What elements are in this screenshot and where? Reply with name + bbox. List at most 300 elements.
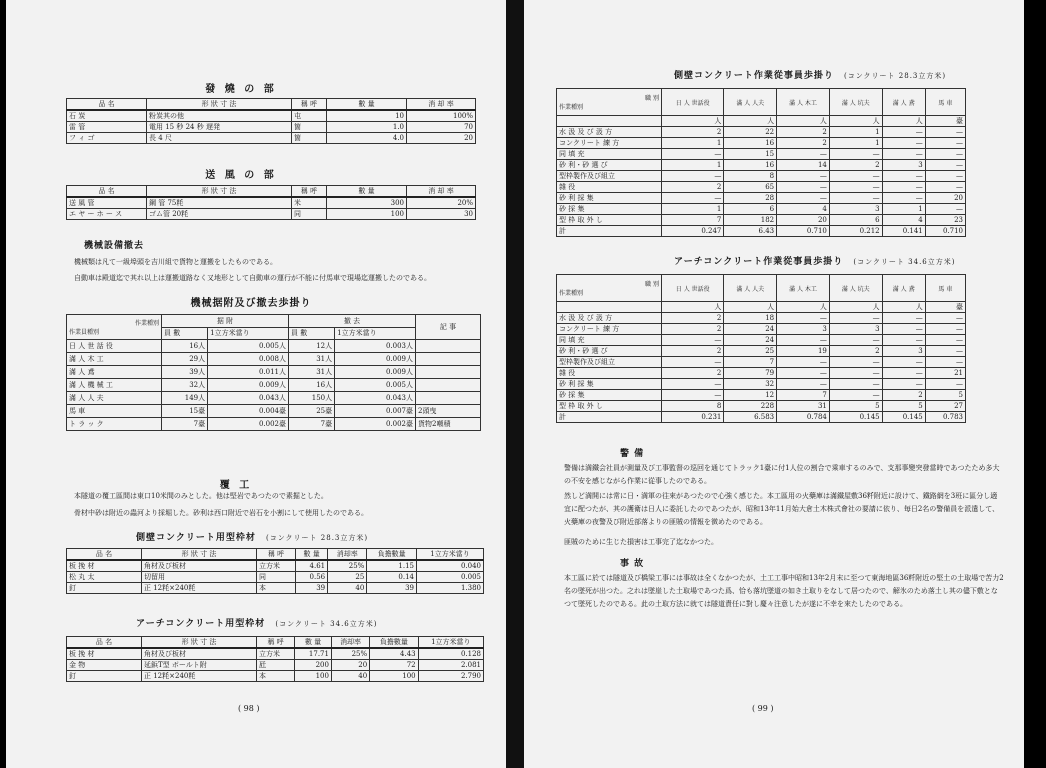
cell: 0.002臺 <box>335 418 416 431</box>
cell: 25 <box>328 572 367 583</box>
cell: 30 <box>407 209 476 220</box>
cell: 0.040 <box>417 560 484 572</box>
header-cell: 滿 人 人夫 <box>724 275 777 302</box>
cell: 20 <box>777 215 830 226</box>
table-row <box>557 116 966 127</box>
cell: — <box>829 149 882 160</box>
cell: — <box>777 335 830 346</box>
cell: — <box>662 357 724 368</box>
section-title-ventilation: 送 風 の 部 <box>205 170 277 181</box>
cell: — <box>662 390 724 401</box>
cell: 20 <box>407 133 476 144</box>
cell: 1.380 <box>417 583 484 594</box>
cell: 同 <box>257 572 296 583</box>
cell: 16 <box>724 138 777 149</box>
cell: 滿 人 人 夫 <box>67 392 162 405</box>
row-label: 砂 採 集 <box>557 390 662 401</box>
cell: 29人 <box>162 353 208 366</box>
header-cell: 形 狀 寸 法 <box>142 637 257 649</box>
cell: 5 <box>829 401 882 412</box>
header-label: 作業種別 <box>559 290 584 297</box>
cell: 正 12粍×240粍 <box>142 671 257 682</box>
row-label: 雜 役 <box>557 182 662 193</box>
row-label: 雜 役 <box>557 368 662 379</box>
machine-paragraph-1: 機械類は凡て一級埠頭を吉川組で貨物と運搬をしたものである。 <box>74 258 277 266</box>
row-label <box>557 302 662 313</box>
cell: 0.009人 <box>335 366 416 379</box>
table-row <box>67 660 484 671</box>
cell: 5 <box>882 401 925 412</box>
accident-paragraph: 本工區に於ては隧道及び橋梁工事には事故は全くなかつたが、土工工事中昭和13年2月末に至つて東海地區36粁附近の堅土の土取場で苦力2名の墜死が出つた。之れは墜崖した土取場であつた爲、恰も落坑墜道の如き土取りをなして居つたので、解氷のため落土し其の儘下敷となつて墜死したのである。此の土取方法に就ては隧道責任に對し慶々注意したが遂に不幸を來たしたのである。 <box>564 574 1004 608</box>
cell: 25臺 <box>288 405 334 418</box>
cell: 3 <box>882 160 925 171</box>
title-text: アーチコンクリート用型枠材 <box>136 619 266 629</box>
cell: — <box>925 127 965 138</box>
cell: 馬 車 <box>67 405 162 418</box>
cell: 板 挽 材 <box>67 560 142 572</box>
cell: — <box>777 379 830 390</box>
header-cell: 數 量 <box>296 549 328 561</box>
cell: 24 <box>724 324 777 335</box>
cell: 0.128 <box>418 648 483 660</box>
cell: — <box>829 182 882 193</box>
table-row <box>67 197 476 209</box>
table-row <box>557 379 966 390</box>
header-cell: 1立方米當り <box>208 327 289 340</box>
cell: 人 <box>662 116 724 127</box>
cell: 釘 <box>67 583 142 594</box>
title-text: アーチコンクリート作業從事員歩掛り <box>674 257 844 267</box>
header-cell: 消却率 <box>331 637 369 649</box>
table-row <box>557 357 966 368</box>
cell: 屯 <box>292 110 327 122</box>
cell: 0.003人 <box>335 340 416 353</box>
cell: 人 <box>829 302 882 313</box>
cell: 23 <box>925 215 965 226</box>
corner-header <box>557 275 662 302</box>
table-row <box>67 353 481 366</box>
cell: — <box>777 193 830 204</box>
header-cell: 員 數 <box>162 327 208 340</box>
header-cell: 數 量 <box>327 186 407 198</box>
cell: — <box>925 357 965 368</box>
table-row <box>557 127 966 138</box>
cell: 角材及び板材 <box>142 648 257 660</box>
arch-labor-table <box>556 274 966 423</box>
table-row <box>67 379 481 392</box>
cell: 1 <box>882 204 925 215</box>
machine-paragraph-2: 自動車は殿道迄で其れ以上は運搬道路なく又地形として自動車の運行が不能に付馬車で現場迄運搬したのである。 <box>74 274 431 282</box>
table-row <box>557 182 966 193</box>
row-label: 水 汲 及 び 汲 方 <box>557 127 662 138</box>
cell: — <box>662 149 724 160</box>
row-label: 同 填 充 <box>557 149 662 160</box>
header-cell: 形 狀 寸 法 <box>147 99 292 111</box>
table-row <box>67 560 484 572</box>
cell: フ ィ ゴ <box>67 133 147 144</box>
row-label: 型枠製作及び組立 <box>557 357 662 368</box>
header-cell: 据 附 <box>162 315 289 328</box>
cell: — <box>829 390 882 401</box>
cell: 25 <box>724 346 777 357</box>
cell: 12 <box>724 390 777 401</box>
cell: — <box>777 368 830 379</box>
cell: 8 <box>724 171 777 182</box>
table-header-row <box>67 315 481 328</box>
cell: 0.043人 <box>208 392 289 405</box>
table-row <box>557 160 966 171</box>
row-label: 砂 採 集 <box>557 204 662 215</box>
row-label: 砂 利・砂 選 び <box>557 346 662 357</box>
cell: 39 <box>296 583 328 594</box>
cell: 2 <box>662 346 724 357</box>
left-page <box>6 0 506 768</box>
table-row <box>557 368 966 379</box>
cell: 2 <box>777 127 830 138</box>
corner-header <box>557 89 662 116</box>
cell: — <box>882 171 925 182</box>
cell: 6 <box>829 215 882 226</box>
cell: 滿 人 機 械 工 <box>67 379 162 392</box>
table-row <box>67 209 476 220</box>
cell: 100 <box>327 209 407 220</box>
cell: 5 <box>925 390 965 401</box>
cell: 人 <box>777 302 830 313</box>
cell: — <box>925 160 965 171</box>
cell: 松 丸 太 <box>67 572 142 583</box>
row-label: コンクリート 練 方 <box>557 324 662 335</box>
cell: — <box>882 193 925 204</box>
header-cell: 品 名 <box>67 186 147 198</box>
row-label: 型 枠 取 外 し <box>557 401 662 412</box>
cell: 1 <box>662 160 724 171</box>
cell: 1.0 <box>327 122 407 133</box>
header-cell: 滿 人 木工 <box>777 89 830 116</box>
section-title-sidewall-formwork <box>136 530 368 543</box>
cell: 3 <box>829 324 882 335</box>
cell: 1 <box>829 138 882 149</box>
cell: 1 <box>662 204 724 215</box>
guard-heading: 警 備 <box>620 449 645 459</box>
header-cell: 滿 人 鳶 <box>882 89 925 116</box>
header-cell: 滿 人 鳶 <box>882 275 925 302</box>
machine-install-table <box>66 314 481 431</box>
row-label <box>557 116 662 127</box>
cell: 4.61 <box>296 560 328 572</box>
cell: 人 <box>662 302 724 313</box>
cell: 100 <box>370 671 418 682</box>
cell: 6.583 <box>724 412 777 423</box>
cell: 釘 <box>67 671 142 682</box>
cell: 15臺 <box>162 405 208 418</box>
section-title-sidewall-labor <box>674 68 946 81</box>
table-row <box>557 204 966 215</box>
section-title-lining: 覆 工 <box>219 480 253 491</box>
cell: 0.14 <box>367 572 417 583</box>
cell: 0.247 <box>662 226 724 237</box>
lining-paragraph-2: 骨材中砂は附近の蟲河より採堀した。砂利は西口附近で岩石を小割にして使用したのである。 <box>74 509 368 517</box>
cell: 石 炭 <box>67 110 147 122</box>
cell: 0.783 <box>925 412 965 423</box>
cell: — <box>882 127 925 138</box>
table-row <box>67 392 481 405</box>
row-label: 型 枠 取 外 し <box>557 215 662 226</box>
title-text: 側壁コンクリート用型枠材 <box>136 533 256 543</box>
cell: 72 <box>370 660 418 671</box>
cell: 2.081 <box>418 660 483 671</box>
cell: 7 <box>777 390 830 401</box>
cell: 0.141 <box>882 226 925 237</box>
cell: 2 <box>829 346 882 357</box>
cell: 22 <box>724 127 777 138</box>
cell: 4 <box>777 204 830 215</box>
header-cell: 數 量 <box>295 637 332 649</box>
cell: 0.212 <box>829 226 882 237</box>
cell: — <box>882 379 925 390</box>
cell: 20 <box>925 193 965 204</box>
header-cell: 稱 呼 <box>257 549 296 561</box>
table-row <box>557 401 966 412</box>
cell: 4.0 <box>327 133 407 144</box>
cell: 17.71 <box>295 648 332 660</box>
cell: 10 <box>327 110 407 122</box>
cell: — <box>777 182 830 193</box>
cell: — <box>882 357 925 368</box>
cell: 0.009人 <box>208 379 289 392</box>
cell: 角材及び板材 <box>142 560 257 572</box>
header-cell: 撤 去 <box>288 315 415 328</box>
cell: — <box>662 379 724 390</box>
header-cell: 日 人 世話役 <box>662 89 724 116</box>
cell: 送 風 管 <box>67 197 147 209</box>
cell: — <box>777 313 830 324</box>
cell: — <box>925 324 965 335</box>
cell: 2.790 <box>418 671 483 682</box>
row-label: コンクリート 練 方 <box>557 138 662 149</box>
cell: — <box>777 171 830 182</box>
header-cell: 負擔數量 <box>370 637 418 649</box>
cell: 臺 <box>925 116 965 127</box>
cell: 15 <box>724 149 777 160</box>
cell: 鋼 管 75粍 <box>147 197 292 209</box>
sidewall-formwork-table <box>66 548 484 594</box>
header-cell: 1立方米當り <box>335 327 416 340</box>
header-cell: 滿 人 坑夫 <box>829 89 882 116</box>
cell: 6 <box>724 204 777 215</box>
cell: 0.231 <box>662 412 724 423</box>
cell: 12人 <box>288 340 334 353</box>
header-cell: 品 名 <box>67 99 147 111</box>
cell: 電用 15 秒 24 秒 遅発 <box>147 122 292 133</box>
cell: — <box>662 193 724 204</box>
section-title-machine-install: 機械据附及び撤去歩掛り <box>190 298 312 309</box>
header-cell: 滿 人 人夫 <box>724 89 777 116</box>
cell: 0.002臺 <box>208 418 289 431</box>
cell: 1 <box>662 138 724 149</box>
table-row <box>67 671 484 682</box>
cell: 6.43 <box>724 226 777 237</box>
title-text: 側壁コンクリート作業從事員歩掛り <box>674 71 834 81</box>
cell: — <box>662 335 724 346</box>
table-row <box>557 313 966 324</box>
cell: 0.710 <box>925 226 965 237</box>
cell: 0.56 <box>296 572 328 583</box>
lining-paragraph-1: 本隧道の覆工區間は東口10米間のみとした。他は堅岩であつたので素掘とした。 <box>74 492 328 500</box>
cell: 7臺 <box>288 418 334 431</box>
right-page <box>524 0 1024 768</box>
cell: 40 <box>331 671 369 682</box>
header-cell: 員 數 <box>288 327 334 340</box>
cell: 200 <box>295 660 332 671</box>
cell: — <box>829 335 882 346</box>
cell: 0.784 <box>777 412 830 423</box>
cell: 雷 管 <box>67 122 147 133</box>
cell: 16人 <box>288 379 334 392</box>
cell: — <box>882 182 925 193</box>
cell: 2 <box>662 182 724 193</box>
table-row <box>67 110 476 122</box>
cell: 25% <box>331 648 369 660</box>
cell: 3 <box>777 324 830 335</box>
burning-table <box>66 98 476 144</box>
cell: 0.011人 <box>208 366 289 379</box>
cell: 2 <box>882 390 925 401</box>
table-row <box>557 171 966 182</box>
cell: 0.005 <box>417 572 484 583</box>
cell: — <box>925 313 965 324</box>
table-row <box>557 412 966 423</box>
cell: 79 <box>724 368 777 379</box>
cell: 4 <box>882 215 925 226</box>
cell: 人 <box>882 302 925 313</box>
table-row <box>67 133 476 144</box>
cell: 本 <box>257 583 296 594</box>
header-label: 作業種別 <box>559 104 584 111</box>
cell: 貨物2噸積 <box>416 418 481 431</box>
cell: — <box>882 324 925 335</box>
cell: 25% <box>328 560 367 572</box>
book-gutter <box>506 0 524 768</box>
guard-paragraph-3: 匪賊のために生じた損害は工事完了迄なかつた。 <box>564 538 718 546</box>
cell: 箇 <box>292 133 327 144</box>
cell: — <box>925 182 965 193</box>
table-row <box>557 226 966 237</box>
cell: 金 物 <box>67 660 142 671</box>
header-label: 作業員種別 <box>69 329 100 336</box>
cell: 立方米 <box>257 648 295 660</box>
cell: — <box>882 138 925 149</box>
table-header-row <box>67 549 484 561</box>
cell: — <box>925 379 965 390</box>
cell: 21 <box>925 368 965 379</box>
header-cell: 馬 車 <box>925 89 965 116</box>
cell: 2頭曳 <box>416 405 481 418</box>
cell: 滿 人 木 工 <box>67 353 162 366</box>
row-label: 型枠製作及び組立 <box>557 171 662 182</box>
cell: 切留用 <box>142 572 257 583</box>
table-row <box>557 335 966 346</box>
table-header-row <box>557 275 966 302</box>
title-note: (コンクリート 28.3立方米) <box>843 72 947 80</box>
header-cell: 品 名 <box>67 549 142 561</box>
cell: 2 <box>777 138 830 149</box>
table-row <box>557 346 966 357</box>
cell: 65 <box>724 182 777 193</box>
cell: 39 <box>367 583 417 594</box>
cell: — <box>777 357 830 368</box>
cell: 149人 <box>162 392 208 405</box>
table-row <box>557 324 966 335</box>
row-label: 水 汲 及 び 汲 方 <box>557 313 662 324</box>
cell: 8 <box>662 401 724 412</box>
header-cell: 形 狀 寸 法 <box>147 186 292 198</box>
cell: 24 <box>724 335 777 346</box>
table-row <box>557 302 966 313</box>
cell: 19 <box>777 346 830 357</box>
cell: 40 <box>328 583 367 594</box>
header-cell: 消 却 率 <box>407 186 476 198</box>
cell: — <box>925 138 965 149</box>
cell: 20 <box>331 660 369 671</box>
cell: — <box>882 335 925 346</box>
row-label: 砂 利・砂 選 び <box>557 160 662 171</box>
cell: 瓩 <box>257 660 295 671</box>
guard-paragraph-2: 然しど満開には常に日・満軍の往來があつたので心強く感じた。本工區用の火藥庫は滿鐵屋敷36粁附近に設けて、鐵路網を3班に區分し適宜に配つたが、其の護衛は日人に委託したのであつたが、昭和13年11月始大倉土木株式會社の要請に依り、毎日2名の警備員を派遣して、火藥庫の夜警及び附近部落よりの匪賊の情報を徴めたのである。 <box>564 492 1000 526</box>
cell: 4.43 <box>370 648 418 660</box>
header-cell: 稱 呼 <box>257 637 295 649</box>
guard-paragraph-1: 警備は満鐵会社員が測量及び工事監督の巡回を通じてトラック1臺に付1人位の割合で乘車するのみで、支那事變突發當時であつたため多大の不安を感じながら作業に從事したのである。 <box>564 464 1000 485</box>
row-label: 計 <box>557 412 662 423</box>
cell: 18 <box>724 313 777 324</box>
header-cell: 1立方米當り <box>418 637 483 649</box>
cell: 16 <box>724 160 777 171</box>
cell: 粉炭其の他 <box>147 110 292 122</box>
cell: — <box>662 171 724 182</box>
table-row <box>67 122 476 133</box>
cell: 0.145 <box>882 412 925 423</box>
header-cell: 滿 人 坑夫 <box>829 275 882 302</box>
header-cell: 馬 車 <box>925 275 965 302</box>
cell: 0.710 <box>777 226 830 237</box>
cell: 滿 人 鳶 <box>67 366 162 379</box>
table-row <box>67 583 484 594</box>
cell: 7 <box>724 357 777 368</box>
cell: 米 <box>292 197 327 209</box>
table-header-row <box>67 637 484 649</box>
cell: 2 <box>662 313 724 324</box>
section-title-burning: 發 燒 の 部 <box>205 84 277 95</box>
cell: 20% <box>407 197 476 209</box>
cell: 0.008人 <box>208 353 289 366</box>
cell: 228 <box>724 401 777 412</box>
header-cell: 稱 呼 <box>292 99 327 111</box>
cell: — <box>829 368 882 379</box>
table-row <box>67 340 481 353</box>
cell: 100 <box>295 671 332 682</box>
cell: 0.004臺 <box>208 405 289 418</box>
table-row <box>557 138 966 149</box>
row-label: 計 <box>557 226 662 237</box>
cell: 32人 <box>162 379 208 392</box>
cell: 3 <box>882 346 925 357</box>
table-header-row <box>67 186 476 198</box>
table-row <box>67 648 484 660</box>
table-header-row <box>557 89 966 116</box>
cell: 日 人 世 話 役 <box>67 340 162 353</box>
sidewall-labor-table <box>556 88 966 237</box>
cell: 1.15 <box>367 560 417 572</box>
header-label: 職 別 <box>645 95 659 102</box>
